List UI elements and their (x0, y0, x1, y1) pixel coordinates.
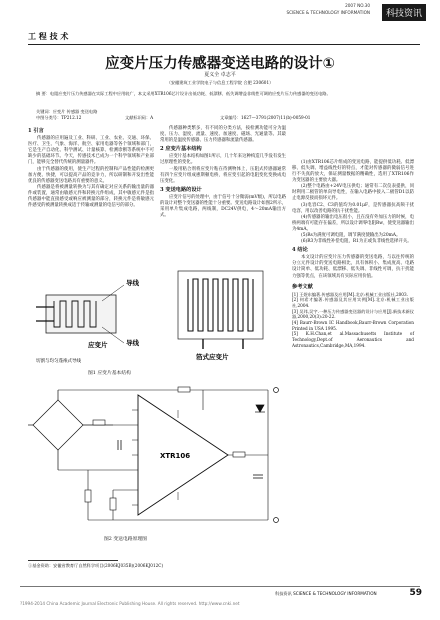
section-label: 工 程 技 术 (28, 32, 69, 41)
section-4-title: 4 结论 (292, 247, 308, 254)
reference-item: [4] Baurr-Brown IC Handbook,Baurr-Brown Corporation Printed in USA 1995. (292, 320, 414, 331)
figure-2 (28, 380, 286, 535)
paragraph: (4)传感器的输出电压很小，且在没有外加压力的时候，电桥两端有可能存在偏差，所以设计调零电阻Rw，使变送器输出为4mA。 (292, 214, 414, 232)
header-rule (28, 44, 420, 45)
paragraph: (3)电容C2、C3的值均为0.01μF，是传感器抗高频干扰电容，用以改善电路的抗干扰性能。 (292, 202, 414, 214)
figure-2-caption: 图2 变送电路原理图 (104, 537, 147, 542)
article-title: 应变片压力传感器变送电路的设计① (105, 56, 335, 72)
xtr106-chip (138, 395, 228, 515)
paragraph: 本文设计的应变片压力传感器的变送电路，与以往传统的分立元件设计的变送电路相比，具有体积小、集成度高、电路设计简单、低功耗、低漂移、低失调、非线性可调，抗干扰能力强等优点，在该领域具有实际应用价值。 (292, 255, 414, 279)
figure-1-caption: 图1 应变片基本结构 (88, 371, 131, 376)
reference-item: [1] 王煜东编著.传感器及应用[M].北京:机械工业出版社,2003. (292, 291, 408, 297)
diode (255, 405, 265, 412)
fig1-label-gauge: 应变片 (88, 341, 108, 349)
journal-brand: 科技资讯 (382, 4, 426, 21)
paragraph: 传感器种类繁多，有不同的分类方法，按检测功能可分为温度、压力、湿度、流量、速度、加速度、磁场、光通量等。其最常用的是温度传感器、压力传感器和流量传感器。 (160, 126, 286, 144)
header-band (0, 0, 440, 26)
chip-label: XTR106 (160, 452, 191, 460)
paragraph: 由于传感器的使用，使生产过程的控制和产品性能的检测更加方便、快捷，可以提高产品的竞争力，所以研制和开发出性能优良的传感器变送电路具有重要的意义。 (28, 166, 154, 184)
clc-number: 中图分类号：TP212.12 (36, 115, 82, 120)
paragraph: (5)Rs为满度可调电阻，调节满度使输出为20mA。 (301, 232, 401, 238)
paragraph: (1)由XTR106芯片组成的变送电路，能提供低功耗、低漂移、低失调、增益线性好的特点，才能对传感器的微弱信号进行不失真的放大，保证测量数据的精确性，选用了XTR106作为变送器的主要放大器。 (292, 160, 414, 184)
copyright-line: ?1994-2014 China Academic Journal Electronic Publishing House. All rights reserved. http://www.cnki.net (20, 601, 240, 606)
doc-code: 文献标识码：A (125, 115, 154, 120)
reference-item: [3] 吴玮,吴宇.一种压力传感器变送器的设计与应用[J].新技术新仪器,2000,20(3):20-22. (292, 308, 414, 320)
paragraph: (6)R3为非线性补偿电阻，R1为正或负非线性选择开关。 (301, 239, 412, 245)
fund-note: ①基金资助：安徽省教育厅自然科学项目(2006KJ035B)(2006KJ012C) (28, 563, 164, 568)
affiliation: （安徽建筑工业学院电子与信息工程学院 合肥 230601） (166, 80, 274, 85)
footnote-rule (28, 560, 118, 561)
foil-gauge-right (178, 271, 263, 349)
references-title: 参考文献 (292, 283, 313, 290)
section-1-title: 1 引言 (28, 128, 44, 134)
fig1-label-wire-bottom: 导线 (126, 339, 139, 347)
column-1 (28, 126, 154, 209)
paragraph: 传感器的应用遍及工业、科研、工业、农业、交通、环保、医疗、卫生、气象、海洋、航空、家用电器等各个领域和部门，它是生产自动化、科学测试、计量核算、检测诊断等系统中不可缺少的基础环节。今天，传感技术已成为一个科学领域和产业部门，能够完全替代传统的测量器件。 (28, 136, 154, 166)
paragraph: 应变片信号的处理中，由于信号十分微弱(mV级)，所以电路的设计对整个变送器的性能十分重要。变送电路设计如图2所示，采用单片集成电路，两线制，DC24V供电，4～20mA输出方式。 (160, 194, 286, 219)
wheatstone-bridge (28, 390, 113, 470)
abstract: 摘 要：电阻应变片压力传感器在实际工程中应用较广，本文采用XTR106芯片设计出低功耗、低漂移、低失调增益非线性可调的应变片压力传感器的变送电路。 (36, 91, 331, 96)
section-2-title: 2 应变片基本结构 (160, 146, 202, 153)
footer-rule (20, 586, 420, 587)
article-id: 文章编号：1627—3791(2007)11(b)-0059-01 (220, 115, 311, 120)
fig1-label-wire-top: 导线 (126, 279, 139, 287)
header-year-issue: 2007 NO.30 (345, 3, 370, 8)
reference-item: [2] 何希才编著.传感器及其应用实例[M].北京:机械工业出版社,2004. (292, 297, 414, 309)
paragraph: 一般用粘合剂将应变片粘在待测物体上，压阻式传感器通常有四个应变片组成惠斯顿电桥，将应变引起的电阻变化变换成电压变化。 (160, 166, 286, 184)
header-en: SCIENCE & TECHNOLOGY INFORMATION (286, 10, 370, 15)
paragraph: 传感器是将被测量转换为与其有确定对应关系的输出量的器件或装置，通常由敏感元件和转换元件组成，其中敏感元件是指传感器中能直接感受或响应被测量的部分，转换元件是将敏感元件感受的被测量转换成适于传输或测量的电信号的部分。 (28, 184, 154, 209)
figure-1 (28, 265, 286, 370)
section-3-title: 3 变送电路的设计 (160, 186, 202, 193)
reference-item: [5] K.H.Chan,et al.Massachusetts Institute of Technology,Dept.of Aeronautics and Astronautics,Cambridge,MA,1994. (292, 331, 414, 348)
paragraph: 应变片基本结构如图1所示，几十年来这种构造几乎没有发生过原理性的变化。 (160, 154, 286, 166)
column-3 (292, 160, 414, 348)
fig1-label-foil: 箔式应变片 (196, 353, 229, 361)
page-number: 59 (409, 588, 422, 598)
fig1-sub-label: 切割与均匀蓬裱式导线 (36, 359, 81, 364)
column-2 (160, 126, 286, 219)
paragraph: (2)整个电路由+24V电压供电；通常有二次仪表提供，同时利用二极管的单向导电性，在输入电路中接入二极管D1以防止电源反接而损坏元件。 (292, 184, 414, 202)
keywords: 关键词：应变片 传感器 变送电路 (36, 109, 98, 114)
authors: 夏义全 卓志平 (204, 72, 236, 78)
output-terminals (274, 388, 279, 523)
strain-gauge-left (36, 285, 124, 343)
journal-footer: 科技资讯 SCIENCE & TECHNOLOGY INFORMATION (275, 591, 377, 596)
